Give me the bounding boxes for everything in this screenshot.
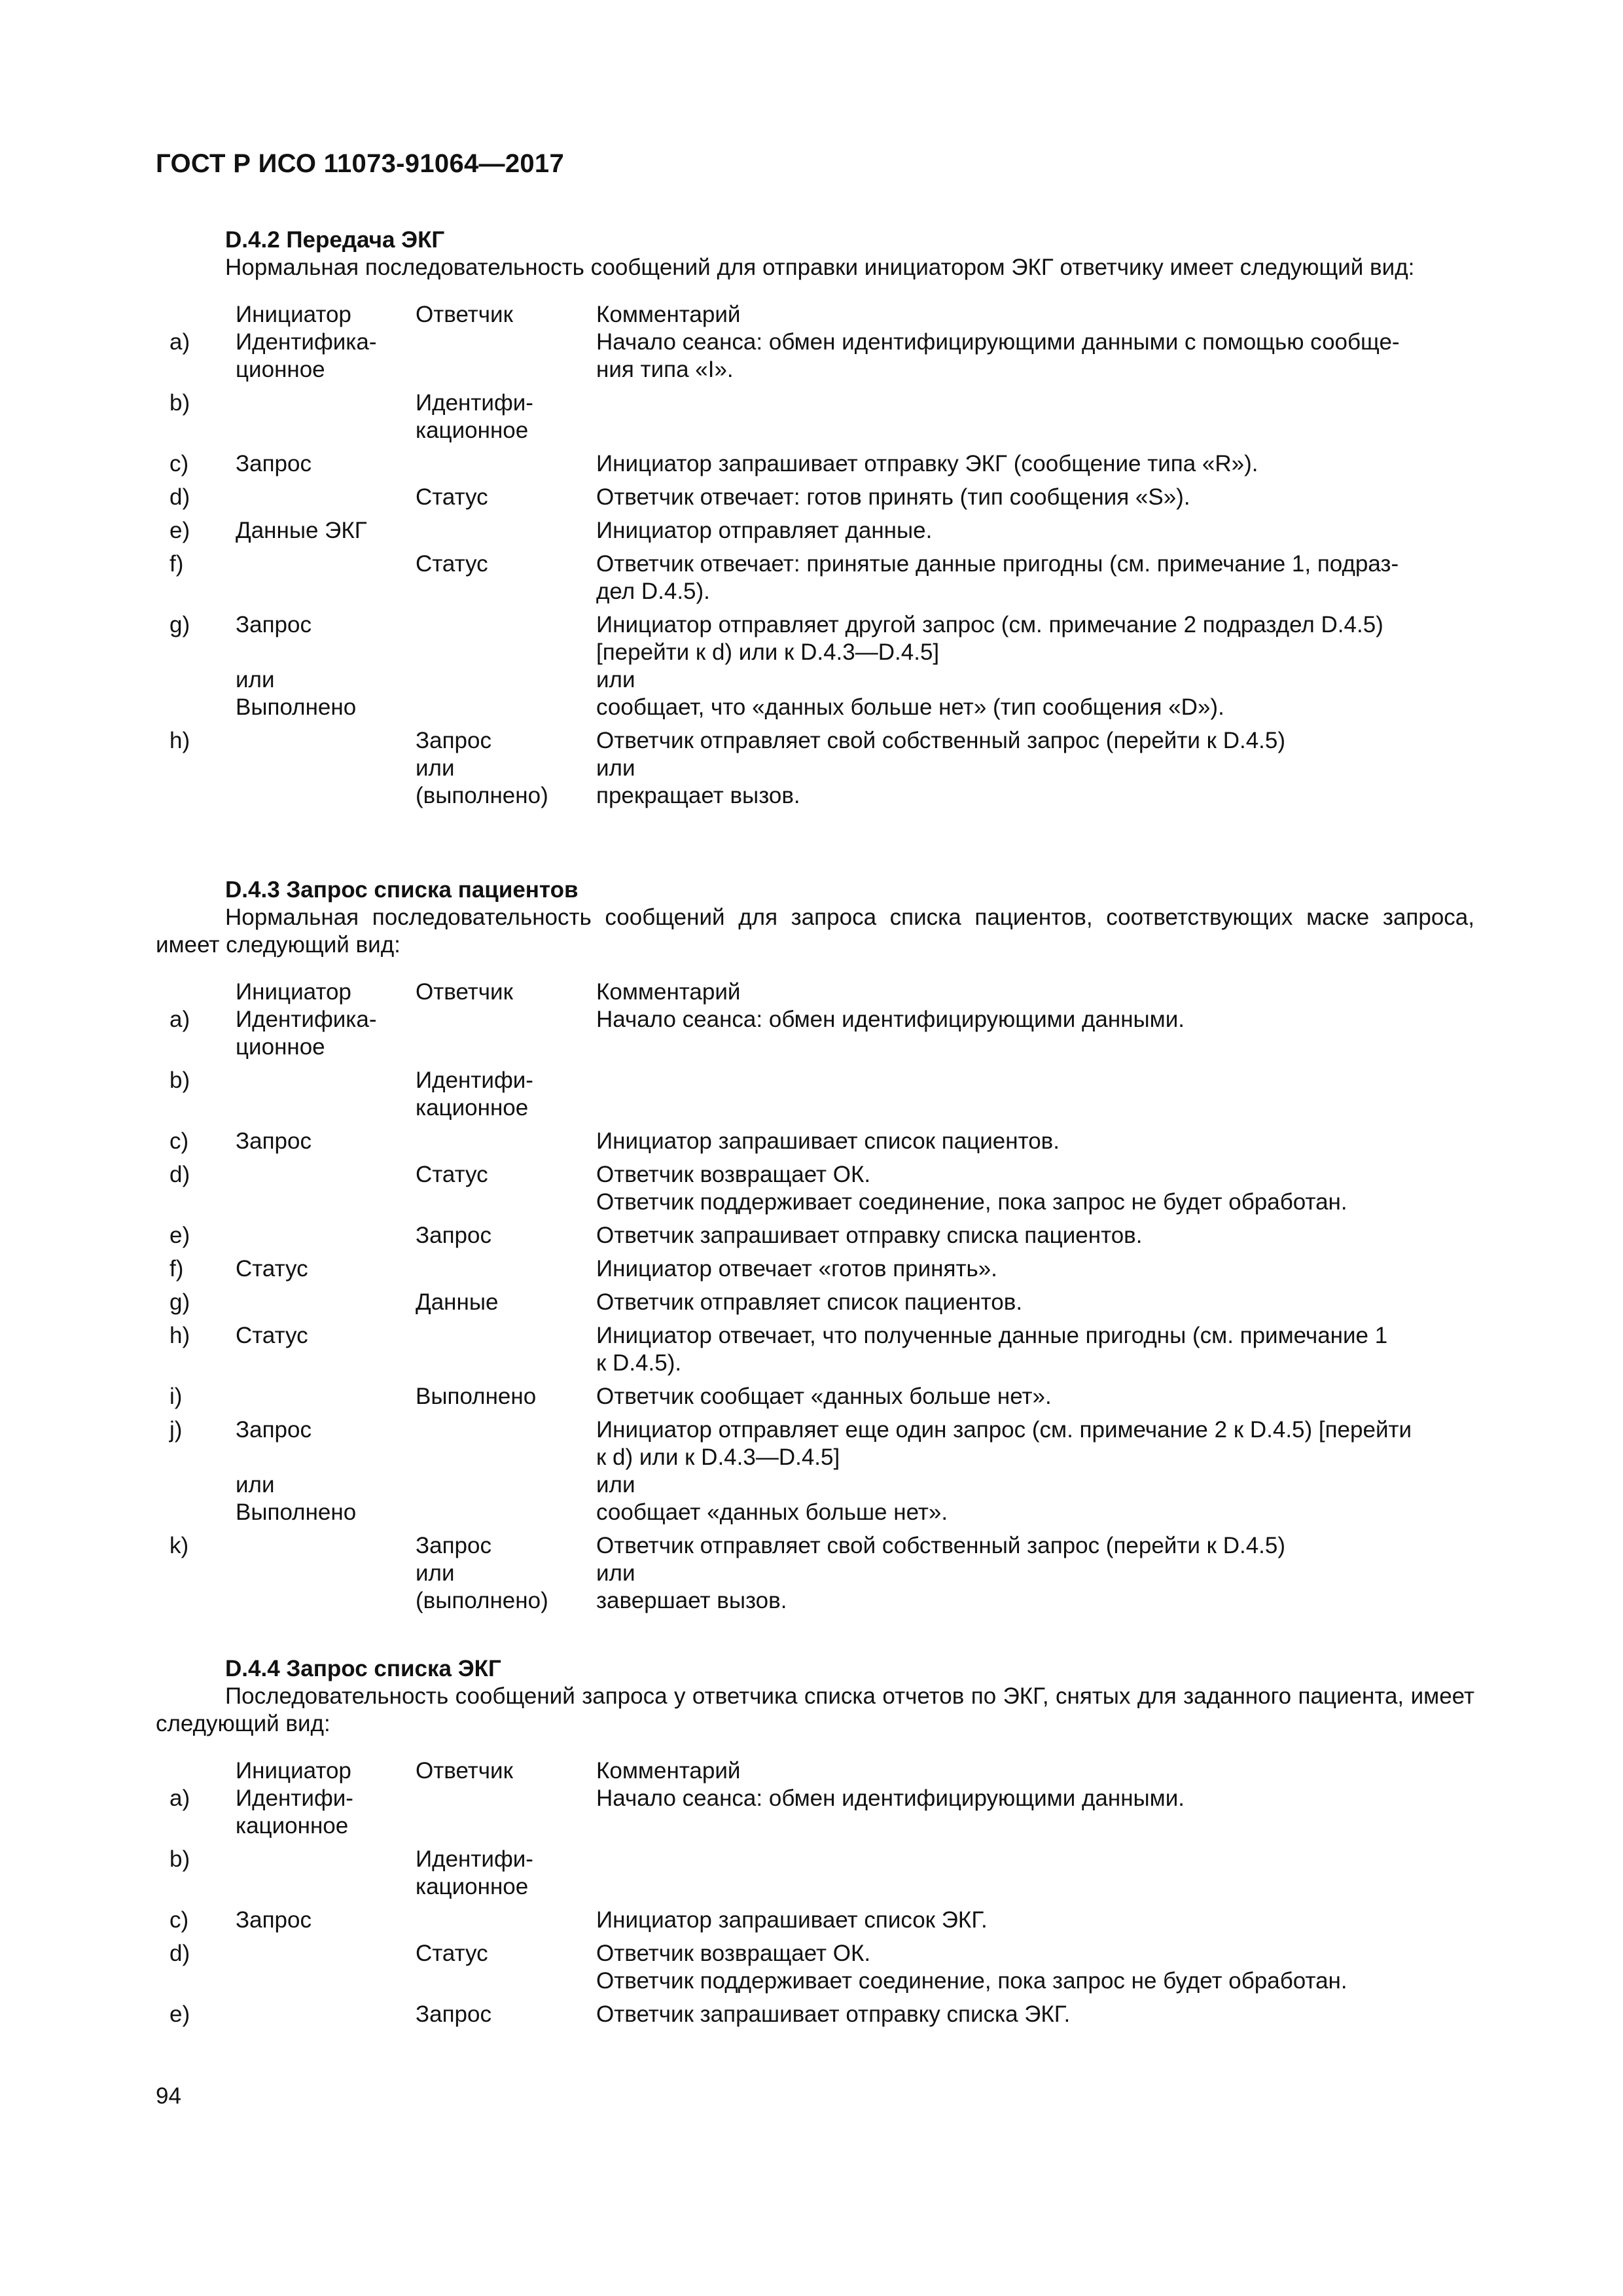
cell-text-line: Инициатор отправляет другой запрос (см. примечание 2 подраздел D.4.5) (596, 612, 1383, 637)
cell-text-line: Запрос (416, 1533, 491, 1558)
row-letter: d) (169, 484, 190, 510)
column-header-initiator: Инициатор (236, 1758, 351, 1784)
sequence-row (156, 1006, 1474, 1061)
responder-cell (416, 1289, 596, 1316)
cell-text-line: Ответчик отправляет свой собственный запрос (перейти к D.4.5) (596, 728, 1286, 753)
cell-text-line: Инициатор отправляет еще один запрос (см. примечание 2 к D.4.5) [перейти (596, 1417, 1412, 1443)
cell-text-line: Инициатор запрашивает список ЭКГ. (596, 1907, 988, 1933)
cell-text-line: Ответчик отправляет список пациентов. (596, 1289, 1023, 1315)
initiator-cell (236, 450, 416, 478)
cell-text-line: прекращает вызов. (596, 783, 800, 808)
sequence-row (156, 1383, 1474, 1410)
comment-cell (596, 1322, 1474, 1377)
cell-text-line: ционное (236, 357, 325, 382)
row-letter: k) (169, 1533, 189, 1558)
message-sequence (156, 978, 1474, 1615)
cell-text-line: дел D.4.5). (596, 579, 710, 604)
cell-text-line: сообщает «данных больше нет». (596, 1499, 948, 1525)
initiator-cell (236, 1785, 416, 1840)
sequence-row (156, 517, 1474, 545)
initiator-cell (236, 1907, 416, 1934)
row-letter: h) (169, 728, 190, 753)
responder-cell (416, 1161, 596, 1189)
cell-text-line: Выполнено (416, 1384, 537, 1409)
cell-text-line: Запрос (416, 728, 491, 753)
sequence-row (156, 727, 1474, 810)
cell-text-line: кационное (416, 1095, 529, 1121)
row-letter: d) (169, 1941, 190, 1966)
row-letter: a) (169, 1007, 190, 1032)
sequence-row (156, 1289, 1474, 1316)
cell-text-line: кационное (416, 1874, 529, 1899)
initiator-cell (236, 517, 416, 545)
cell-text-line: Выполнено (236, 1499, 357, 1525)
cell-text-line: Статус (236, 1256, 308, 1282)
cell-text-line: Выполнено (236, 694, 357, 720)
comment-cell (596, 1006, 1474, 1033)
column-header-initiator: Инициатор (236, 302, 351, 327)
cell-text-line: кационное (236, 1813, 349, 1839)
cell-text-line: Статус (416, 551, 488, 577)
column-header-comment: Комментарий (596, 979, 741, 1005)
initiator-cell (236, 1255, 416, 1283)
sequence-header-row (156, 301, 1474, 329)
comment-cell (596, 484, 1474, 511)
cell-text-line: ния типа «I». (596, 357, 734, 382)
comment-cell (596, 550, 1474, 605)
cell-text-line: или (236, 1472, 275, 1498)
section-title: D.4.3 Запрос списка пациентов (225, 877, 579, 903)
cell-text-line: Ответчик отправляет свой собственный запрос (перейти к D.4.5) (596, 1533, 1286, 1558)
cell-text-line: Запрос (236, 451, 312, 476)
comment-cell (596, 1416, 1474, 1526)
row-letter: e) (169, 2001, 190, 2027)
column-header-responder: Ответчик (416, 979, 513, 1005)
cell-text-line: Инициатор запрашивает отправку ЭКГ (сообщение типа «R»). (596, 451, 1258, 476)
sequence-row (156, 611, 1474, 721)
cell-text-line: Статус (236, 1323, 308, 1348)
row-letter: h) (169, 1323, 190, 1348)
cell-text-line: или (596, 755, 635, 781)
section-ecg-transfer (156, 226, 1474, 810)
cell-text-line: Идентифи- (236, 1785, 353, 1811)
section-ecg-list-request (156, 1655, 1474, 2028)
column-header-initiator: Инициатор (236, 979, 351, 1005)
row-letter: d) (169, 1162, 190, 1187)
sequence-row (156, 1785, 1474, 1840)
cell-text-line: Ответчик отвечает: готов принять (тип сообщения «S»). (596, 484, 1190, 510)
cell-text-line: Инициатор запрашивает список пациентов. (596, 1128, 1060, 1154)
responder-cell (416, 1383, 596, 1410)
cell-text-line: Ответчик запрашивает отправку списка ЭКГ. (596, 2001, 1071, 2027)
sequence-header-row (156, 978, 1474, 1006)
responder-cell (416, 2001, 596, 2028)
sequence-row (156, 1222, 1474, 1249)
cell-text-line: Ответчик запрашивает отправку списка пациентов. (596, 1223, 1143, 1248)
row-letter: c) (169, 451, 189, 476)
sequence-row (156, 1907, 1474, 1934)
cell-text-line: Запрос (416, 2001, 491, 2027)
sequence-row (156, 1161, 1474, 1216)
section-patient-list-request (156, 876, 1474, 1615)
cell-text-line: или (416, 1560, 455, 1586)
initiator-cell (236, 1006, 416, 1061)
cell-text-line: Запрос (236, 1417, 312, 1443)
cell-text-line: или (416, 755, 455, 781)
responder-cell (416, 1532, 596, 1615)
cell-text-line: Статус (416, 1162, 488, 1187)
cell-text-line: Начало сеанса: обмен идентифицирующими данными с помощью сообще- (596, 329, 1400, 355)
comment-cell (596, 1940, 1474, 1995)
cell-text-line: Запрос (236, 1907, 312, 1933)
cell-text-line: Идентифика- (236, 1007, 377, 1032)
initiator-cell (236, 1416, 416, 1526)
section-intro: Нормальная последовательность сообщений для отправки инициатором ЭКГ ответчику имеет следующий вид: (225, 255, 1415, 280)
row-letter: f) (169, 551, 184, 577)
section-title: D.4.4 Запрос списка ЭКГ (225, 1656, 501, 1681)
row-letter: e) (169, 518, 190, 543)
comment-cell (596, 450, 1474, 478)
cell-text-line: [перейти к d) или к D.4.3—D.4.5] (596, 639, 940, 665)
comment-cell (596, 329, 1474, 384)
sequence-rows (156, 1006, 1474, 1615)
initiator-cell (236, 1128, 416, 1155)
column-header-responder: Ответчик (416, 1758, 513, 1784)
cell-text-line: Инициатор отвечает «готов принять». (596, 1256, 997, 1282)
row-letter: g) (169, 1289, 190, 1315)
cell-text-line: Ответчик возвращает ОК. (596, 1162, 871, 1187)
row-letter: a) (169, 329, 190, 355)
cell-text-line: или (236, 667, 275, 692)
cell-text-line: Запрос (236, 1128, 312, 1154)
comment-cell (596, 1128, 1474, 1155)
cell-text-line: кационное (416, 418, 529, 443)
sequence-row (156, 1846, 1474, 1901)
row-letter: e) (169, 1223, 190, 1248)
row-letter: g) (169, 612, 190, 637)
comment-cell (596, 727, 1474, 810)
sequence-row (156, 450, 1474, 478)
responder-cell (416, 1067, 596, 1122)
sequence-row (156, 389, 1474, 444)
cell-text-line (236, 1444, 416, 1471)
sequence-row (156, 1532, 1474, 1615)
cell-text-line: завершает вызов. (596, 1588, 787, 1613)
cell-text-line: сообщает, что «данных больше нет» (тип сообщения «D»). (596, 694, 1224, 720)
row-letter: b) (169, 1067, 190, 1093)
row-letter: c) (169, 1128, 189, 1154)
cell-text-line: к d) или к D.4.3—D.4.5] (596, 1444, 840, 1470)
initiator-cell (236, 611, 416, 721)
row-letter: j) (169, 1417, 183, 1443)
row-letter: f) (169, 1256, 184, 1282)
comment-cell (596, 1222, 1474, 1249)
sequence-row (156, 550, 1474, 605)
cell-text-line: (выполнено) (416, 1588, 548, 1613)
page-number: 94 (156, 2083, 181, 2109)
responder-cell (416, 389, 596, 444)
responder-cell (416, 1846, 596, 1901)
row-letter: c) (169, 1907, 189, 1933)
sequence-row (156, 329, 1474, 384)
column-header-responder: Ответчик (416, 302, 513, 327)
sequence-row (156, 1067, 1474, 1122)
cell-text-line: к D.4.5). (596, 1350, 682, 1376)
row-letter: i) (169, 1384, 183, 1409)
cell-text-line: Ответчик возвращает ОК. (596, 1941, 871, 1966)
column-header-comment: Комментарий (596, 1758, 741, 1784)
cell-text-line: Инициатор отвечает, что полученные данные пригодны (см. примечание 1 (596, 1323, 1388, 1348)
cell-text-line: или (596, 667, 635, 692)
responder-cell (416, 1222, 596, 1249)
cell-text-line: Ответчик поддерживает соединение, пока запрос не будет обработан. (596, 1189, 1347, 1215)
responder-cell (416, 484, 596, 511)
sequence-row (156, 1416, 1474, 1526)
sequence-row (156, 1128, 1474, 1155)
row-letter: a) (169, 1785, 190, 1811)
column-header-comment: Комментарий (596, 302, 741, 327)
comment-cell (596, 1907, 1474, 1934)
comment-cell (596, 1532, 1474, 1615)
cell-text-line: или (596, 1560, 635, 1586)
sequence-row (156, 484, 1474, 511)
cell-text-line (236, 639, 416, 666)
cell-text-line: ционное (236, 1034, 325, 1060)
cell-text-line: Запрос (416, 1223, 491, 1248)
sequence-row (156, 1322, 1474, 1377)
sequence-row (156, 1255, 1474, 1283)
cell-text-line: Ответчик сообщает «данных больше нет». (596, 1384, 1052, 1409)
responder-cell (416, 727, 596, 810)
comment-cell (596, 1383, 1474, 1410)
message-sequence (156, 301, 1474, 810)
comment-cell (596, 611, 1474, 721)
cell-text-line: (выполнено) (416, 783, 548, 808)
responder-cell (416, 550, 596, 578)
initiator-cell (236, 1322, 416, 1350)
cell-text-line: Ответчик отвечает: принятые данные пригодны (см. примечание 1, подраз- (596, 551, 1399, 577)
sequence-row (156, 2001, 1474, 2028)
sequence-rows (156, 329, 1474, 810)
cell-text-line: Начало сеанса: обмен идентифицирующими данными. (596, 1007, 1185, 1032)
cell-text-line: Данные ЭКГ (236, 518, 367, 543)
comment-cell (596, 1289, 1474, 1316)
cell-text-line: или (596, 1472, 635, 1498)
cell-text-line: Идентифи- (416, 1067, 533, 1093)
sequence-row (156, 1940, 1474, 1995)
comment-cell (596, 1161, 1474, 1216)
section-intro: Последовательность сообщений запроса у ответчика списка отчетов по ЭКГ, снятых для заданного пациента, имеет следующий вид: (156, 1683, 1474, 1736)
cell-text-line: Идентифика- (236, 329, 377, 355)
section-intro: Нормальная последовательность сообщений для запроса списка пациентов, соответствующих маске запроса, имеет следующий вид: (156, 905, 1474, 958)
cell-text-line: Статус (416, 1941, 488, 1966)
cell-text-line: Статус (416, 484, 488, 510)
document-header: ГОСТ Р ИСО 11073-91064—2017 (156, 149, 565, 178)
sequence-header-row (156, 1757, 1474, 1785)
cell-text-line: Данные (416, 1289, 499, 1315)
sequence-rows (156, 1785, 1474, 2028)
cell-text-line: Инициатор отправляет данные. (596, 518, 933, 543)
cell-text-line: Запрос (236, 612, 312, 637)
comment-cell (596, 1255, 1474, 1283)
section-title: D.4.2 Передача ЭКГ (225, 227, 445, 253)
cell-text-line: Идентифи- (416, 1846, 533, 1872)
comment-cell (596, 2001, 1474, 2028)
comment-cell (596, 517, 1474, 545)
cell-text-line: Начало сеанса: обмен идентифицирующими данными. (596, 1785, 1185, 1811)
row-letter: b) (169, 390, 190, 416)
cell-text-line: Ответчик поддерживает соединение, пока запрос не будет обработан. (596, 1968, 1347, 1994)
responder-cell (416, 1940, 596, 1967)
row-letter: b) (169, 1846, 190, 1872)
initiator-cell (236, 329, 416, 384)
cell-text-line: Идентифи- (416, 390, 533, 416)
comment-cell (596, 1785, 1474, 1812)
message-sequence (156, 1757, 1474, 2028)
